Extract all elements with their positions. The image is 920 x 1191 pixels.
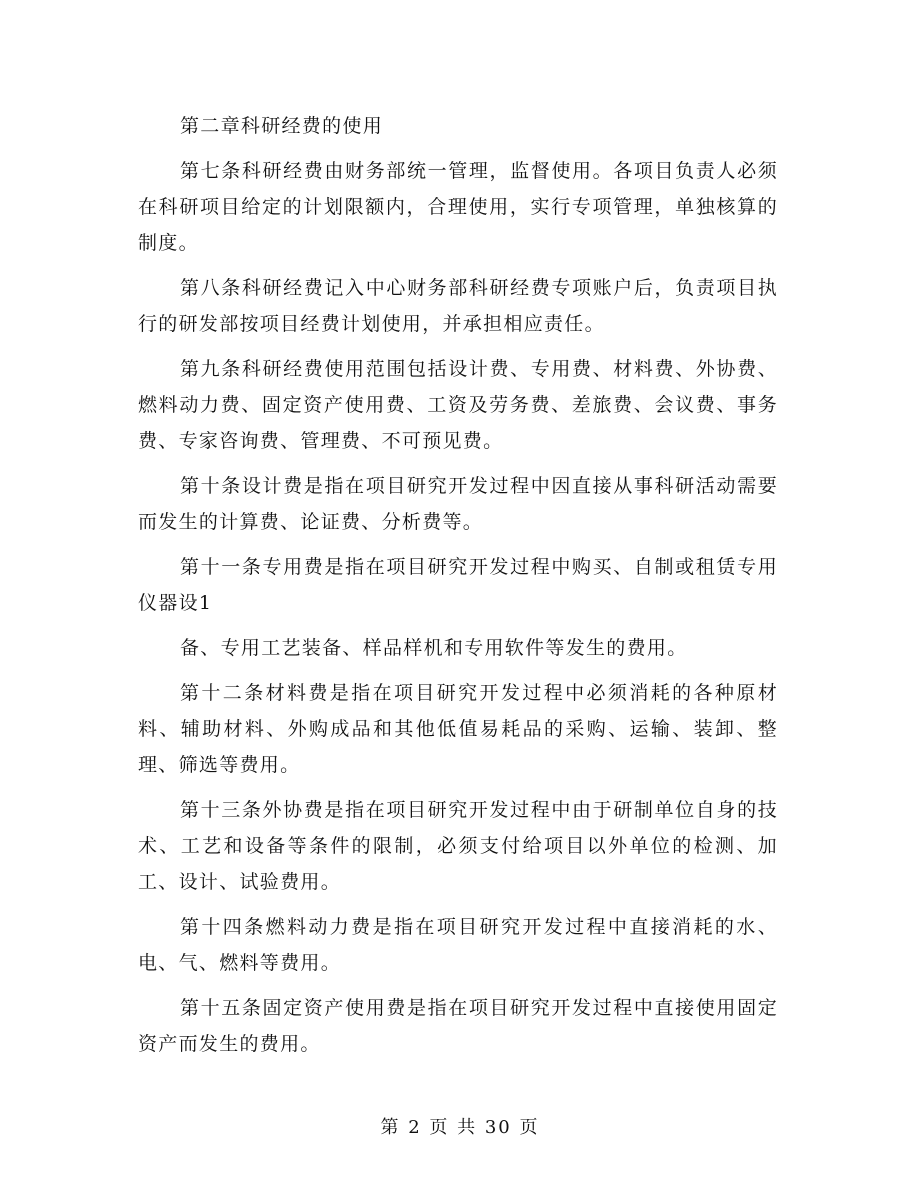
article-7: 第七条科研经费由财务部统一管理，监督使用。各项目负责人必须在科研项目给定的计划限额内，合理使用，实行专项管理，单独核算的制度。 [138, 160, 778, 254]
document-body [138, 108, 778, 1071]
article-11: 第十一条专用费是指在项目研究开发过程中购买、自制或租赁专用仪器设1 [138, 556, 778, 614]
article-10: 第十条设计费是指在项目研究开发过程中因直接从事科研活动需要而发生的计算费、论证费、分析费等。 [138, 475, 778, 533]
page-number-footer: 第 2 页 共 30 页 [380, 1117, 540, 1138]
article-14: 第十四条燃料动力费是指在项目研究开发过程中直接消耗的水、电、气、燃料等费用。 [138, 916, 778, 974]
article-9: 第九条科研经费使用范围包括设计费、专用费、材料费、外协费、燃料动力费、固定资产使用费、工资及劳务费、差旅费、会议费、事务费、专家咨询费、管理费、不可预见费。 [138, 358, 778, 452]
article-12: 第十二条材料费是指在项目研究开发过程中必须消耗的各种原材料、辅助材料、外购成品和其他低值易耗品的采购、运输、装卸、整理、筛选等费用。 [138, 682, 778, 776]
article-13: 第十三条外协费是指在项目研究开发过程中由于研制单位自身的技术、工艺和设备等条件的限制，必须支付给项目以外单位的检测、加工、设计、试验费用。 [138, 799, 778, 893]
chapter-heading: 第二章科研经费的使用 [180, 115, 384, 137]
article-11-continued: 备、专用工艺装备、样品样机和专用软件等发生的费用。 [180, 637, 688, 659]
article-8: 第八条科研经费记入中心财务部科研经费专项账户后，负责项目执行的研发部按项目经费计划使用，并承担相应责任。 [138, 277, 778, 335]
article-15: 第十五条固定资产使用费是指在项目研究开发过程中直接使用固定资产而发生的费用。 [138, 997, 778, 1055]
